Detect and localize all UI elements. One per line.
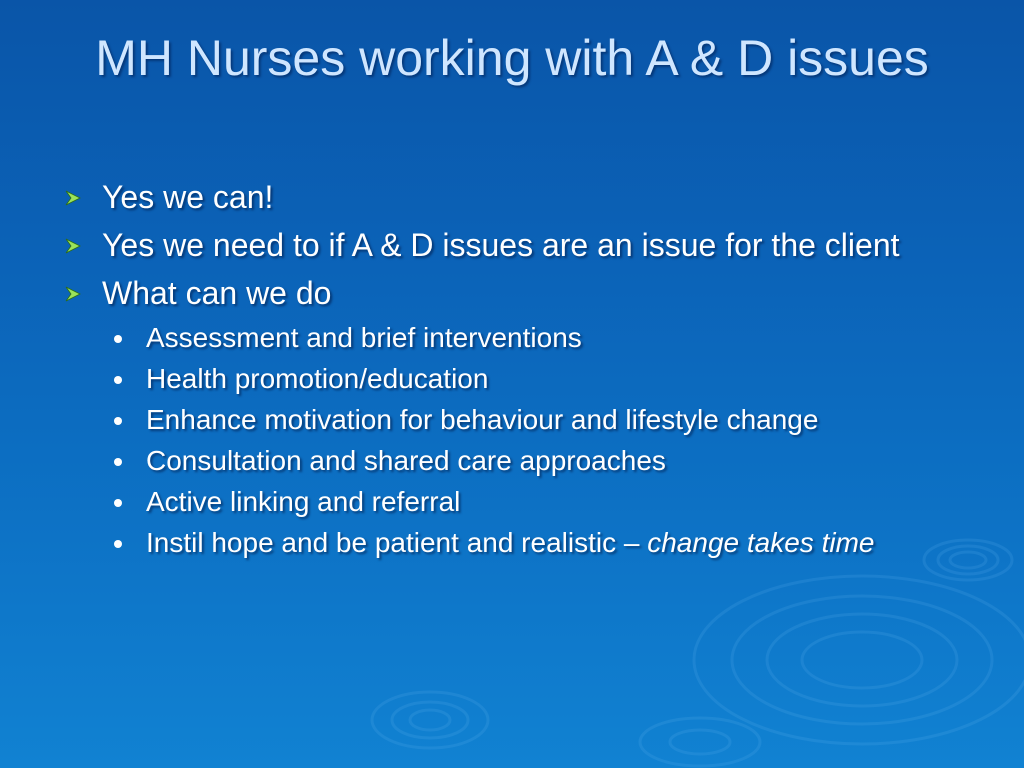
sub-bullet-item (62, 527, 982, 559)
sub-bullet-item (62, 404, 982, 436)
sub-bullet-item (62, 363, 982, 395)
bullet-item (62, 178, 982, 216)
bullet-text: What can we do (102, 275, 332, 311)
dot-icon (114, 499, 122, 507)
bullet-list (62, 178, 982, 568)
bullet-item (62, 274, 982, 312)
arrowhead-icon (64, 237, 82, 255)
dot-icon (114, 376, 122, 384)
arrowhead-icon (64, 189, 82, 207)
bullet-text: Yes we can! (102, 179, 274, 215)
sub-bullet-emphasis: change takes time (647, 527, 875, 558)
sub-bullet-item (62, 486, 982, 518)
slide-title: MH Nurses working with A & D issues (95, 30, 929, 86)
dot-icon (114, 540, 122, 548)
sub-bullet-text: Instil hope and be patient and realistic – (146, 527, 648, 558)
sub-bullet-item (62, 445, 982, 477)
sub-bullet-item (62, 322, 982, 354)
bullet-text: Yes we need to if A & D issues are an issue for the client (102, 227, 900, 263)
dot-icon (114, 335, 122, 343)
arrowhead-icon (64, 285, 82, 303)
sub-bullet-text: Assessment and brief interventions (146, 322, 582, 353)
sub-bullet-text: Health promotion/education (146, 363, 489, 394)
sub-bullet-text: Consultation and shared care approaches (146, 445, 666, 476)
sub-bullet-text: Active linking and referral (146, 486, 461, 517)
bullet-item (62, 226, 982, 264)
dot-icon (114, 417, 122, 425)
sub-bullet-text: Enhance motivation for behaviour and lifestyle change (146, 404, 819, 435)
dot-icon (114, 458, 122, 466)
